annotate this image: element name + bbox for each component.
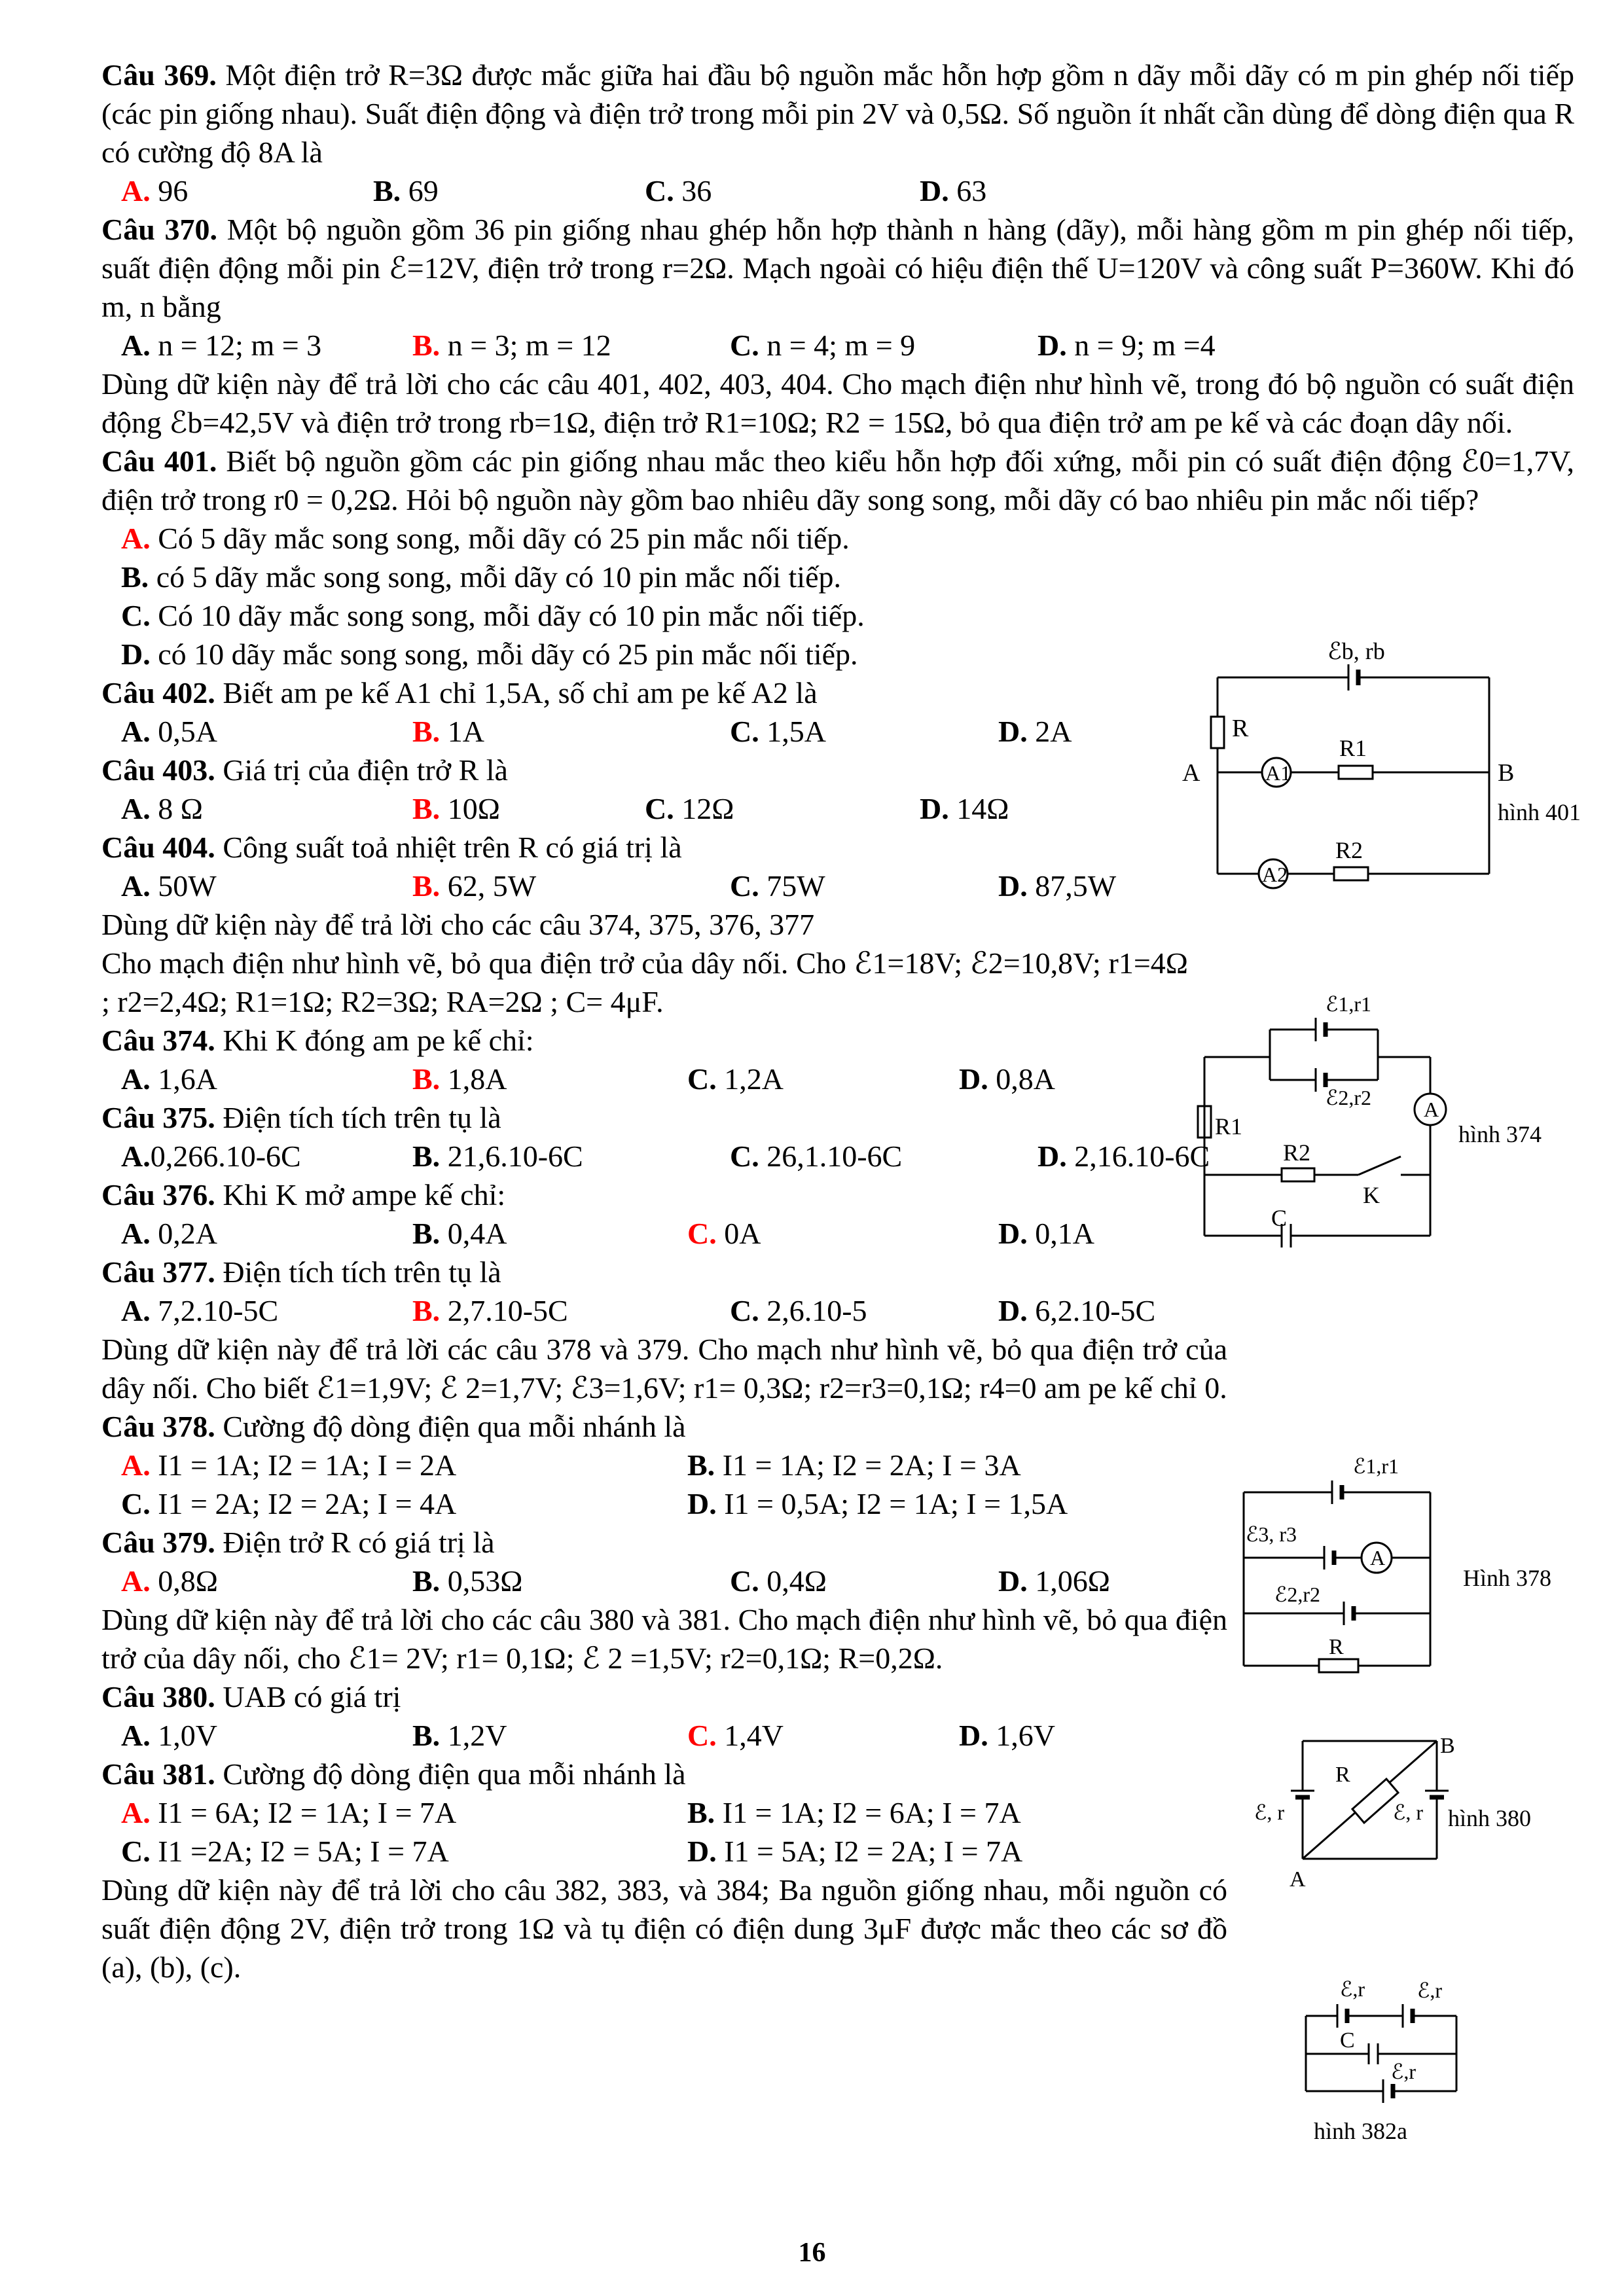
option-letter: B. bbox=[412, 1564, 441, 1598]
question-text: Biết am pe kế A1 chỉ 1,5A, số chỉ am pe kế A2 là bbox=[215, 676, 818, 709]
label-r2: R2 bbox=[1283, 1139, 1311, 1166]
option-letter: D. bbox=[998, 1217, 1028, 1250]
label-e1: ℰ1,r1 bbox=[1326, 992, 1372, 1016]
option-text: có 5 dãy mắc song song, mỗi dãy có 10 pin mắc nối tiếp. bbox=[149, 560, 841, 594]
option-text: 0,8A bbox=[988, 1062, 1055, 1096]
option-text: 0,53Ω bbox=[440, 1564, 523, 1598]
question-label: Câu 379. bbox=[101, 1526, 215, 1559]
option-text: 1,2A bbox=[716, 1062, 784, 1096]
option-401-b bbox=[101, 558, 1574, 596]
option-letter: D. bbox=[1038, 1139, 1067, 1173]
option-letter: C. bbox=[730, 1564, 759, 1598]
option-letter: D. bbox=[959, 1719, 988, 1752]
option-letter: A. bbox=[121, 1217, 151, 1250]
label-node-b: B bbox=[1498, 759, 1515, 787]
question-378 bbox=[101, 1407, 1574, 1446]
label-source-3: ℰ,r bbox=[1391, 2060, 1416, 2083]
label-source-1: ℰ,r bbox=[1340, 1977, 1365, 2001]
option-letter: B. bbox=[412, 1062, 441, 1096]
option-401-c bbox=[101, 596, 1574, 635]
option-text: 1,2V bbox=[440, 1719, 507, 1752]
option-text: I1 = 1A; I2 = 1A; I = 2A bbox=[150, 1448, 457, 1482]
intro-401: Dùng dữ kiện này để trả lời cho các câu 401, 402, 403, 404. Cho mạch điện như hình vẽ, trong đó bộ nguồn có suất điện động ℰb=42,5V và điện trở trong rb=1Ω, điện trở R1=10Ω; R2 = 15Ω, bỏ qua điện trở am pe kế và các đoạn dây nối. bbox=[101, 367, 1574, 439]
option-letter: C. bbox=[730, 715, 759, 748]
option-letter: B. bbox=[412, 1139, 441, 1173]
question-text: Cường độ dòng điện qua mỗi nhánh là bbox=[215, 1757, 686, 1791]
option-text: Có 10 dãy mắc song song, mỗi dãy có 10 pin mắc nối tiếp. bbox=[150, 599, 865, 632]
option-text: 0,266.10-6C bbox=[150, 1139, 301, 1173]
question-text: UAB có giá trị bbox=[215, 1680, 401, 1713]
label-source-left: ℰ, r bbox=[1254, 1801, 1285, 1824]
question-369 bbox=[101, 56, 1574, 171]
question-label: Câu 403. bbox=[101, 753, 215, 787]
option-text: 0A bbox=[716, 1217, 761, 1250]
option-text: 50W bbox=[150, 869, 217, 903]
option-text: 1,6V bbox=[988, 1719, 1055, 1752]
label-node-a: A bbox=[1182, 759, 1200, 787]
option-letter: C. bbox=[645, 792, 674, 825]
option-text: Có 5 dãy mắc song song, mỗi dãy có 25 pin mắc nối tiếp. bbox=[150, 522, 850, 555]
option-letter: C. bbox=[121, 599, 151, 632]
option-letter: D. bbox=[687, 1487, 717, 1520]
option-letter: A. bbox=[121, 174, 151, 207]
option-text: 69 bbox=[401, 174, 439, 207]
option-text: n = 12; m = 3 bbox=[150, 329, 322, 362]
option-letter: A. bbox=[121, 869, 151, 903]
option-text: I1 = 0,5A; I2 = 1A; I = 1,5A bbox=[716, 1487, 1068, 1520]
option-letter: A. bbox=[121, 329, 151, 362]
intro-382: Dùng dữ kiện này để trả lời cho câu 382, 383, và 384; Ba nguồn giống nhau, mỗi nguồn có suất điện động 2V, điện trở trong 1Ω và tụ điện có điện dung 3μF được mắc theo các sơ đồ (a), (b), (c). bbox=[101, 1873, 1227, 1984]
option-letter: A. bbox=[121, 1796, 151, 1829]
question-370 bbox=[101, 210, 1574, 326]
figure-caption: hình 401 bbox=[1498, 799, 1581, 825]
question-text: Khi K đóng am pe kế chỉ: bbox=[215, 1024, 534, 1057]
question-text: Điện tích tích trên tụ là bbox=[215, 1101, 501, 1134]
question-text: Khi K mở ampe kế chỉ: bbox=[215, 1178, 506, 1211]
question-label: Câu 370. bbox=[101, 213, 217, 246]
option-text: 62, 5W bbox=[440, 869, 537, 903]
option-letter: D. bbox=[121, 637, 151, 671]
option-letter: A. bbox=[121, 1448, 151, 1482]
option-letter: B. bbox=[412, 792, 441, 825]
figure-caption: hình 382a bbox=[1314, 2118, 1407, 2144]
option-text: 2,7.10-5C bbox=[440, 1294, 568, 1327]
question-text: Điện tích tích trên tụ là bbox=[215, 1255, 501, 1289]
label-node-b: B bbox=[1440, 1734, 1455, 1758]
option-text: I1 = 6A; I2 = 1A; I = 7A bbox=[150, 1796, 457, 1829]
option-letter: A. bbox=[121, 1294, 151, 1327]
option-letter: D. bbox=[920, 792, 949, 825]
circuit-figure-401 bbox=[1178, 638, 1581, 886]
question-text: Công suất toả nhiệt trên R có giá trị là bbox=[215, 831, 682, 864]
intro-378: Dùng dữ kiện này để trả lời các câu 378 và 379. Cho mạch như hình vẽ, bỏ qua điện trở của dây nối. Cho biết ℰ1=1,9V; ℰ 2=1,7V; ℰ3=1,6V; r1= 0,3Ω; r2=r3=0,1Ω; r4=0 am pe kế chỉ 0. bbox=[101, 1333, 1227, 1405]
label-e3: ℰ3, r3 bbox=[1246, 1522, 1297, 1546]
option-text: 75W bbox=[759, 869, 825, 903]
option-text: 6,2.10-5C bbox=[1027, 1294, 1156, 1327]
label-e1: ℰ1,r1 bbox=[1353, 1454, 1399, 1478]
option-letter: A. bbox=[121, 1139, 151, 1173]
circuit-figure-380 bbox=[1250, 1734, 1564, 1898]
option-letter: A. bbox=[121, 522, 151, 555]
option-text: n = 4; m = 9 bbox=[759, 329, 916, 362]
question-label: Câu 402. bbox=[101, 676, 215, 709]
option-text: 1,6A bbox=[150, 1062, 217, 1096]
question-text: Giá trị của điện trở R là bbox=[215, 753, 508, 787]
label-r2: R2 bbox=[1335, 837, 1363, 863]
option-letter: A. bbox=[121, 1062, 151, 1096]
option-text: 0,1A bbox=[1027, 1217, 1094, 1250]
option-text: 1,5A bbox=[759, 715, 826, 748]
intro-374-title: Dùng dữ kiện này để trả lời cho các câu 374, 375, 376, 377 bbox=[101, 908, 815, 941]
option-text: 2,16.10-6C bbox=[1066, 1139, 1210, 1173]
option-text: 0,8Ω bbox=[150, 1564, 218, 1598]
label-a1: A1 bbox=[1265, 761, 1291, 785]
option-letter: A. bbox=[121, 792, 151, 825]
option-text: n = 9; m =4 bbox=[1066, 329, 1216, 362]
question-text: Biết bộ nguồn gồm các pin giống nhau mắc theo kiểu hỗn hợp đối xứng, mỗi pin có suất điện động ℰ0=1,7V, điện trở trong r0 = 0,2Ω. Hỏi bộ nguồn này gồm bao nhiêu dãy song song, mỗi dãy có bao nhiêu pin mắc nối tiếp? bbox=[101, 444, 1574, 516]
label-c: C bbox=[1271, 1205, 1288, 1231]
option-text: 36 bbox=[674, 174, 712, 207]
option-text: 2A bbox=[1027, 715, 1072, 748]
option-text: 7,2.10-5C bbox=[150, 1294, 279, 1327]
option-text: 1,06Ω bbox=[1027, 1564, 1110, 1598]
option-401-a bbox=[101, 519, 1574, 558]
option-letter: C. bbox=[730, 329, 759, 362]
label-source-right: ℰ, r bbox=[1393, 1801, 1424, 1824]
label-k: K bbox=[1363, 1182, 1380, 1208]
option-text: 12Ω bbox=[674, 792, 734, 825]
question-text: Một bộ nguồn gồm 36 pin giống nhau ghép hỗn hợp thành n hàng (dãy), mỗi hàng gồm m pin ghép nối tiếp, suất điện động mỗi pin ℰ=12V, điện trở trong r=2Ω. Mạch ngoài có hiệu điện thế U=120V và công suất P=360W. Khi đó m, n bằng bbox=[101, 213, 1575, 323]
question-label: Câu 378. bbox=[101, 1410, 215, 1443]
label-c: C bbox=[1340, 2028, 1355, 2053]
option-letter: D. bbox=[1038, 329, 1067, 362]
option-letter: C. bbox=[687, 1062, 717, 1096]
page-number: 16 bbox=[798, 2238, 826, 2268]
option-letter: A. bbox=[121, 715, 151, 748]
option-text: I1 = 1A; I2 = 6A; I = 7A bbox=[715, 1796, 1021, 1829]
option-letter: B. bbox=[373, 174, 401, 207]
label-r: R bbox=[1329, 1635, 1344, 1659]
option-letter: B. bbox=[687, 1796, 715, 1829]
label-r: R bbox=[1232, 715, 1249, 742]
question-label: Câu 377. bbox=[101, 1255, 215, 1289]
question-label: Câu 374. bbox=[101, 1024, 215, 1057]
option-text: 1,8A bbox=[440, 1062, 507, 1096]
option-letter: C. bbox=[121, 1835, 151, 1868]
option-text: 0,4A bbox=[440, 1217, 507, 1250]
option-letter: C. bbox=[730, 869, 759, 903]
option-text: 21,6.10-6C bbox=[440, 1139, 583, 1173]
question-text: Cường độ dòng điện qua mỗi nhánh là bbox=[215, 1410, 686, 1443]
label-node-a: A bbox=[1290, 1867, 1306, 1892]
option-text: I1 = 2A; I2 = 2A; I = 4A bbox=[150, 1487, 457, 1520]
options-369 bbox=[101, 171, 1574, 210]
option-letter: D. bbox=[920, 174, 949, 207]
option-text: có 10 dãy mắc song song, mỗi dãy có 25 pin mắc nối tiếp. bbox=[150, 637, 858, 671]
option-text: 8 Ω bbox=[150, 792, 203, 825]
question-label: Câu 369. bbox=[101, 58, 217, 92]
label-source: ℰb, rb bbox=[1327, 638, 1385, 664]
option-letter: D. bbox=[998, 869, 1028, 903]
option-letter: C. bbox=[121, 1487, 151, 1520]
circuit-figure-382a bbox=[1299, 1970, 1496, 2150]
label-source-2: ℰ,r bbox=[1417, 1979, 1443, 2002]
option-letter: B. bbox=[121, 560, 149, 594]
label-e2: ℰ2,r2 bbox=[1326, 1086, 1372, 1109]
figure-caption: hình 380 bbox=[1448, 1805, 1532, 1831]
figure-caption: Hình 378 bbox=[1463, 1565, 1551, 1591]
option-letter: D. bbox=[687, 1835, 717, 1868]
option-text: 0,2A bbox=[150, 1217, 217, 1250]
option-text: 10Ω bbox=[440, 792, 500, 825]
label-ammeter: A bbox=[1424, 1098, 1439, 1121]
option-text: 1A bbox=[440, 715, 484, 748]
option-letter: B. bbox=[412, 1719, 441, 1752]
options-377 bbox=[101, 1291, 1574, 1330]
option-letter: D. bbox=[998, 1564, 1028, 1598]
circuit-figure-378 bbox=[1240, 1450, 1581, 1692]
option-text: 63 bbox=[948, 174, 987, 207]
option-letter: B. bbox=[412, 715, 441, 748]
option-letter: B. bbox=[412, 1217, 441, 1250]
option-letter: D. bbox=[998, 1294, 1028, 1327]
question-401 bbox=[101, 442, 1574, 519]
label-a2: A2 bbox=[1262, 863, 1288, 886]
option-text: I1 = 1A; I2 = 2A; I = 3A bbox=[715, 1448, 1021, 1482]
intro-380: Dùng dữ kiện này để trả lời cho các câu 380 và 381. Cho mạch điện như hình vẽ, bỏ qua điện trở của dây nối, cho ℰ1= 2V; r1= 0,1Ω; ℰ 2 =1,5V; r2=0,1Ω; R=0,2Ω. bbox=[101, 1603, 1227, 1675]
figure-caption: hình 374 bbox=[1458, 1121, 1542, 1147]
option-text: 0,4Ω bbox=[759, 1564, 827, 1598]
label-r: R bbox=[1335, 1763, 1350, 1787]
option-letter: C. bbox=[730, 1139, 759, 1173]
option-letter: D. bbox=[959, 1062, 988, 1096]
question-377 bbox=[101, 1253, 1574, 1291]
option-letter: A. bbox=[121, 1564, 151, 1598]
option-text: 2,6.10-5 bbox=[759, 1294, 867, 1327]
option-letter: B. bbox=[412, 329, 441, 362]
question-label: Câu 375. bbox=[101, 1101, 215, 1134]
option-text: 0,5A bbox=[150, 715, 217, 748]
circuit-figure-374 bbox=[1185, 985, 1558, 1247]
option-text: 96 bbox=[150, 174, 189, 207]
question-text: Một điện trở R=3Ω được mắc giữa hai đầu bộ nguồn mắc hỗn hợp gồm n dãy mỗi dãy có m pin ghép nối tiếp (các pin giống nhau). Suất điện động và điện trở trong mỗi pin 2V và 0,5Ω. Số nguồn ít nhất cần dùng để dòng điện qua R có cường độ 8A là bbox=[101, 58, 1574, 169]
options-370 bbox=[101, 326, 1574, 365]
option-text: 1,4V bbox=[716, 1719, 784, 1752]
option-letter: B. bbox=[687, 1448, 715, 1482]
question-label: Câu 376. bbox=[101, 1178, 215, 1211]
option-text: I1 = 5A; I2 = 2A; I = 7A bbox=[716, 1835, 1023, 1868]
option-letter: B. bbox=[412, 1294, 441, 1327]
label-r1: R1 bbox=[1215, 1113, 1243, 1139]
option-letter: D. bbox=[998, 715, 1028, 748]
intro-374-body: Cho mạch điện như hình vẽ, bỏ qua điện trở của dây nối. Cho ℰ1=18V; ℰ2=10,8V; r1=4Ω ; r2=2,4Ω; R1=1Ω; R2=3Ω; RA=2Ω ; C= 4μF. bbox=[101, 946, 1188, 1018]
label-e2: ℰ2,r2 bbox=[1274, 1583, 1321, 1606]
option-text: n = 3; m = 12 bbox=[440, 329, 611, 362]
option-letter: B. bbox=[412, 869, 441, 903]
option-text: 87,5W bbox=[1027, 869, 1117, 903]
question-label: Câu 404. bbox=[101, 831, 215, 864]
option-letter: C. bbox=[687, 1217, 717, 1250]
option-text: 26,1.10-6C bbox=[759, 1139, 903, 1173]
question-text: Điện trở R có giá trị là bbox=[215, 1526, 495, 1559]
option-text: I1 =2A; I2 = 5A; I = 7A bbox=[150, 1835, 449, 1868]
label-r1: R1 bbox=[1339, 735, 1367, 761]
option-text: 14Ω bbox=[948, 792, 1009, 825]
option-letter: C. bbox=[645, 174, 674, 207]
option-letter: C. bbox=[687, 1719, 717, 1752]
question-label: Câu 380. bbox=[101, 1680, 215, 1713]
option-text: 1,0V bbox=[150, 1719, 217, 1752]
question-label: Câu 381. bbox=[101, 1757, 215, 1791]
option-letter: C. bbox=[730, 1294, 759, 1327]
question-label: Câu 401. bbox=[101, 444, 217, 478]
label-ammeter: A bbox=[1370, 1546, 1386, 1570]
option-letter: A. bbox=[121, 1719, 151, 1752]
